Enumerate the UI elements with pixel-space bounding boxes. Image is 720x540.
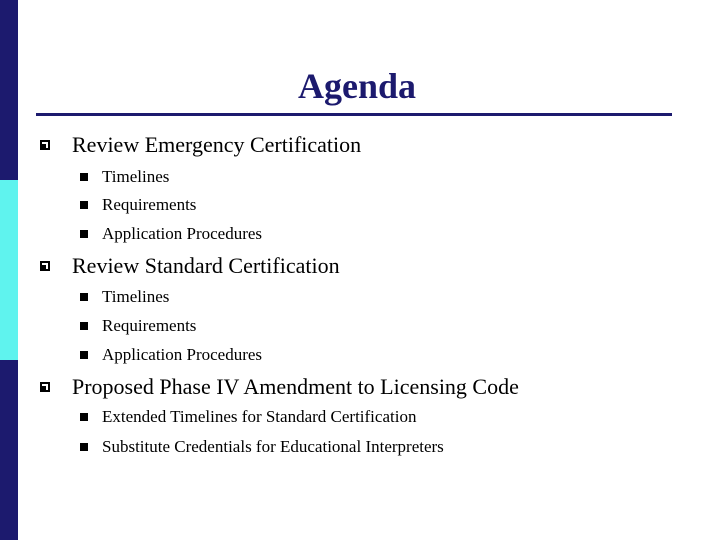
sub-item bbox=[80, 315, 196, 337]
filled-square-bullet-icon bbox=[80, 293, 88, 301]
sub-item-label: Timelines bbox=[102, 167, 170, 186]
agenda-item-phase-iv bbox=[40, 374, 519, 400]
agenda-item-emergency bbox=[40, 132, 361, 158]
filled-square-bullet-icon bbox=[80, 351, 88, 359]
sub-item-label: Timelines bbox=[102, 287, 170, 306]
filled-square-bullet-icon bbox=[80, 201, 88, 209]
agenda-item-label: Proposed Phase IV Amendment to Licensing Code bbox=[72, 374, 519, 399]
sub-item-label: Substitute Credentials for Educational Interpreters bbox=[102, 437, 444, 456]
filled-square-bullet-icon bbox=[80, 413, 88, 421]
filled-square-bullet-icon bbox=[80, 230, 88, 238]
sub-item-label: Extended Timelines for Standard Certification bbox=[102, 407, 417, 426]
sub-item bbox=[80, 344, 262, 366]
slide-title: Agenda bbox=[297, 66, 416, 106]
left-accent-bar-top bbox=[0, 0, 18, 180]
square-bullet-icon bbox=[40, 140, 50, 150]
sub-item bbox=[80, 286, 169, 308]
sub-item bbox=[80, 223, 262, 245]
agenda-item-label: Review Emergency Certification bbox=[72, 132, 362, 157]
title-divider bbox=[36, 113, 672, 116]
sub-item bbox=[80, 436, 444, 458]
sub-item-label: Application Procedures bbox=[102, 345, 263, 364]
square-bullet-icon bbox=[40, 261, 50, 271]
sub-item bbox=[80, 406, 416, 428]
square-bullet-icon bbox=[40, 382, 50, 392]
agenda-item-standard bbox=[40, 253, 340, 279]
sub-item bbox=[80, 166, 169, 188]
sub-item-label: Application Procedures bbox=[102, 224, 263, 243]
left-accent-bar-middle bbox=[0, 180, 18, 360]
filled-square-bullet-icon bbox=[80, 443, 88, 451]
agenda-item-label: Review Standard Certification bbox=[72, 253, 340, 278]
left-accent-bar-bottom bbox=[0, 360, 18, 540]
sub-item-label: Requirements bbox=[102, 316, 197, 335]
sub-item-label: Requirements bbox=[102, 195, 197, 214]
sub-item bbox=[80, 194, 196, 216]
filled-square-bullet-icon bbox=[80, 322, 88, 330]
filled-square-bullet-icon bbox=[80, 173, 88, 181]
